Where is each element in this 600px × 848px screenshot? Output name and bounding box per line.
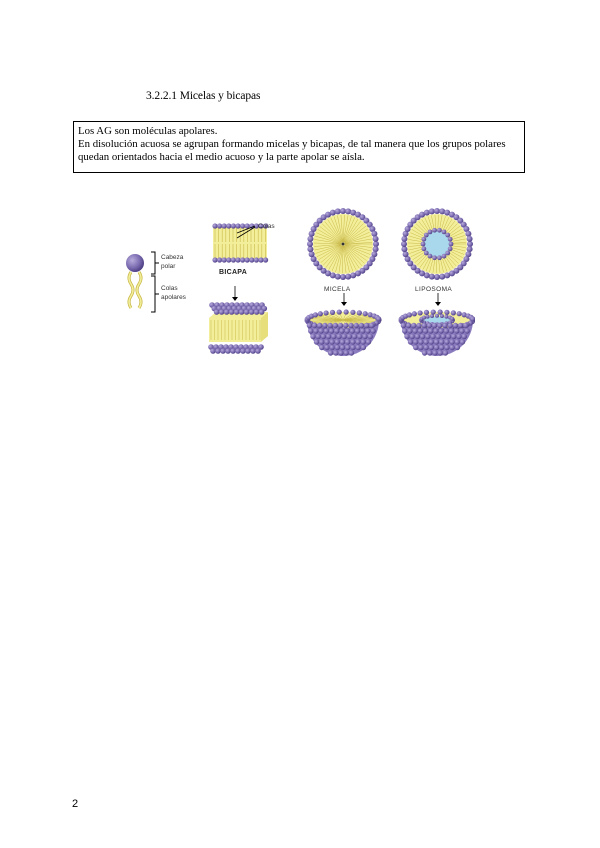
single-lipid-molecule — [126, 252, 159, 312]
label-head-1: Cabeza — [161, 254, 184, 261]
liposome-hemisphere — [398, 309, 475, 356]
page-number: 2 — [72, 798, 79, 810]
label-colas: Colas — [258, 223, 275, 230]
liposome-circle — [401, 208, 473, 280]
label-bicapa: BICAPA — [219, 269, 248, 276]
label-liposoma: LIPOSOMA — [415, 286, 453, 293]
section-heading: 3.2.2.1 Micelas y bicapas — [146, 90, 261, 102]
summary-line-1: Los AG son moléculas apolares. — [78, 125, 218, 137]
label-tails-1: Colas — [161, 285, 178, 292]
lipid-structures-figure — [115, 200, 475, 370]
label-head-2: polar — [161, 263, 176, 270]
summary-line-2: En disolución acuosa se agrupan formando micelas y bicapas, de tal manera que los grupos polares quedan orientados hacia el medio acuoso y la parte apolar se aísla. — [78, 138, 506, 164]
summary-box — [73, 121, 525, 173]
micelle-hemisphere — [304, 309, 381, 356]
bilayer-block — [208, 302, 268, 354]
label-tails-2: apolares — [161, 294, 186, 301]
micelle-circle — [307, 208, 379, 280]
label-micela: MICELA — [324, 286, 351, 293]
